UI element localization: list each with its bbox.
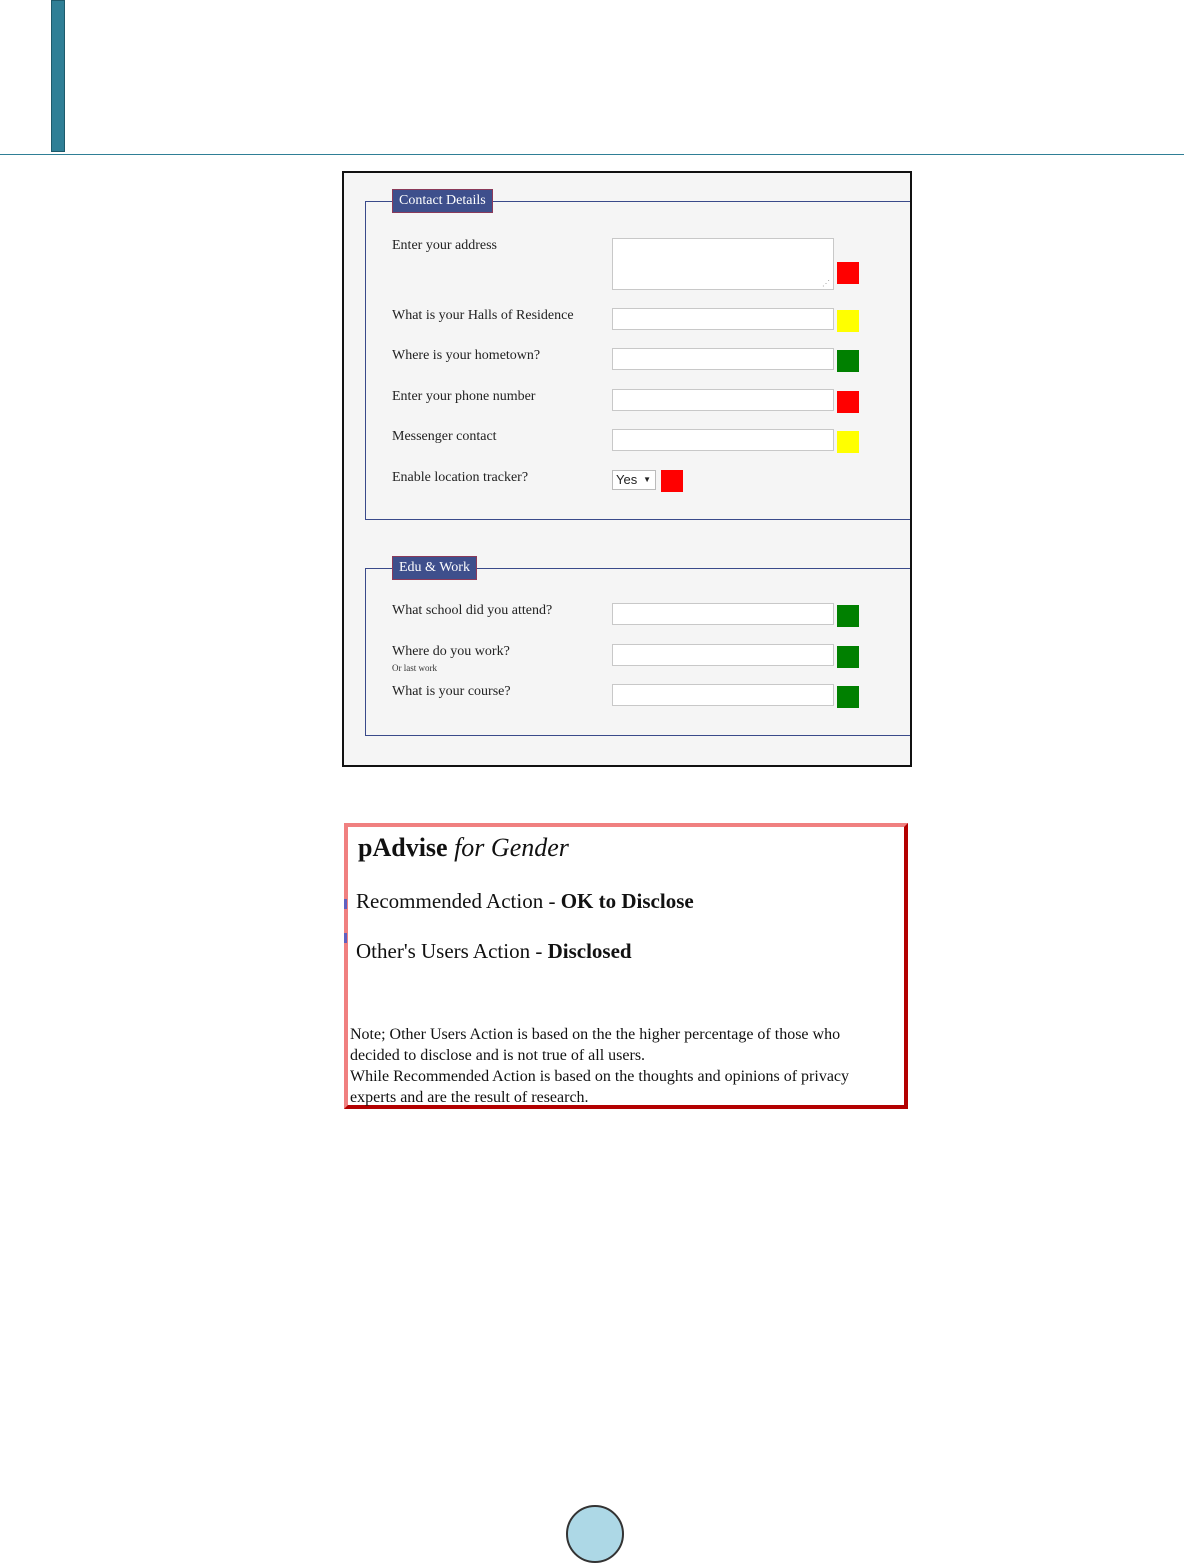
halls-input[interactable] bbox=[612, 308, 834, 330]
address-risk-indicator bbox=[837, 262, 859, 284]
note-line: decided to disclose and is not true of all users. bbox=[350, 1047, 646, 1064]
note-line: While Recommended Action is based on the thoughts and opinions of privacy bbox=[350, 1068, 850, 1085]
hometown-row bbox=[366, 348, 912, 374]
padvise-note bbox=[350, 1024, 898, 1108]
edu-work-legend: Edu & Work bbox=[392, 556, 477, 580]
contact-details-legend: Contact Details bbox=[392, 189, 493, 213]
messenger-label: Messenger contact bbox=[392, 429, 497, 444]
school-label: What school did you attend? bbox=[392, 603, 553, 618]
course-input[interactable] bbox=[612, 684, 834, 706]
school-input[interactable] bbox=[612, 603, 834, 625]
work-sublabel: Or last work bbox=[392, 663, 437, 673]
school-row bbox=[366, 603, 912, 629]
work-label: Where do you work? bbox=[392, 644, 510, 659]
recommended-action-label: Recommended Action - bbox=[356, 889, 561, 913]
halls-risk-indicator bbox=[837, 310, 859, 332]
contact-details-fieldset bbox=[365, 193, 912, 520]
recommended-action bbox=[356, 889, 694, 914]
location-tracker-select[interactable] bbox=[612, 470, 656, 490]
location-tracker-risk-indicator bbox=[661, 470, 683, 492]
messenger-risk-indicator bbox=[837, 431, 859, 453]
address-textarea[interactable] bbox=[612, 238, 834, 290]
recommended-action-value: OK to Disclose bbox=[560, 889, 694, 913]
address-label: Enter your address bbox=[392, 238, 497, 253]
page-number-badge bbox=[566, 1505, 624, 1563]
messenger-input[interactable] bbox=[612, 429, 834, 451]
messenger-row bbox=[366, 429, 912, 455]
hometown-input[interactable] bbox=[612, 348, 834, 370]
hometown-label: Where is your hometown? bbox=[392, 348, 541, 363]
address-row bbox=[366, 238, 912, 288]
phone-input[interactable] bbox=[612, 389, 834, 411]
location-tracker-row bbox=[366, 470, 912, 496]
edge-marker bbox=[344, 899, 347, 909]
work-risk-indicator bbox=[837, 646, 859, 668]
others-action-label: Other's Users Action - bbox=[356, 939, 548, 963]
location-tracker-selected: Yes bbox=[616, 472, 638, 487]
header-accent-bar bbox=[51, 0, 65, 152]
phone-risk-indicator bbox=[837, 391, 859, 413]
others-action bbox=[356, 939, 632, 964]
padvise-brand: pAdvise bbox=[358, 833, 448, 862]
edge-marker bbox=[344, 933, 347, 943]
resize-grip-icon[interactable]: ⋰ bbox=[822, 279, 830, 288]
location-tracker-label: Enable location tracker? bbox=[392, 470, 529, 485]
work-row bbox=[366, 644, 912, 673]
note-line: Note; Other Users Action is based on the the higher percentage of those who bbox=[350, 1026, 841, 1043]
course-risk-indicator bbox=[837, 686, 859, 708]
work-input[interactable] bbox=[612, 644, 834, 666]
phone-row bbox=[366, 389, 912, 415]
course-label: What is your course? bbox=[392, 684, 511, 699]
school-risk-indicator bbox=[837, 605, 859, 627]
course-row bbox=[366, 684, 912, 710]
phone-label: Enter your phone number bbox=[392, 389, 536, 404]
padvise-title bbox=[358, 833, 569, 863]
padvise-panel bbox=[344, 823, 908, 1109]
halls-row bbox=[366, 308, 912, 334]
chevron-down-icon: ▼ bbox=[643, 475, 651, 484]
others-action-value: Disclosed bbox=[547, 939, 632, 963]
halls-label: What is your Halls of Residence bbox=[392, 308, 574, 323]
header-rule bbox=[0, 154, 1184, 155]
hometown-risk-indicator bbox=[837, 350, 859, 372]
note-line: experts and are the result of research. bbox=[350, 1089, 589, 1106]
edu-work-fieldset bbox=[365, 560, 912, 736]
form-screenshot bbox=[342, 171, 912, 767]
padvise-topic: for Gender bbox=[454, 833, 569, 862]
